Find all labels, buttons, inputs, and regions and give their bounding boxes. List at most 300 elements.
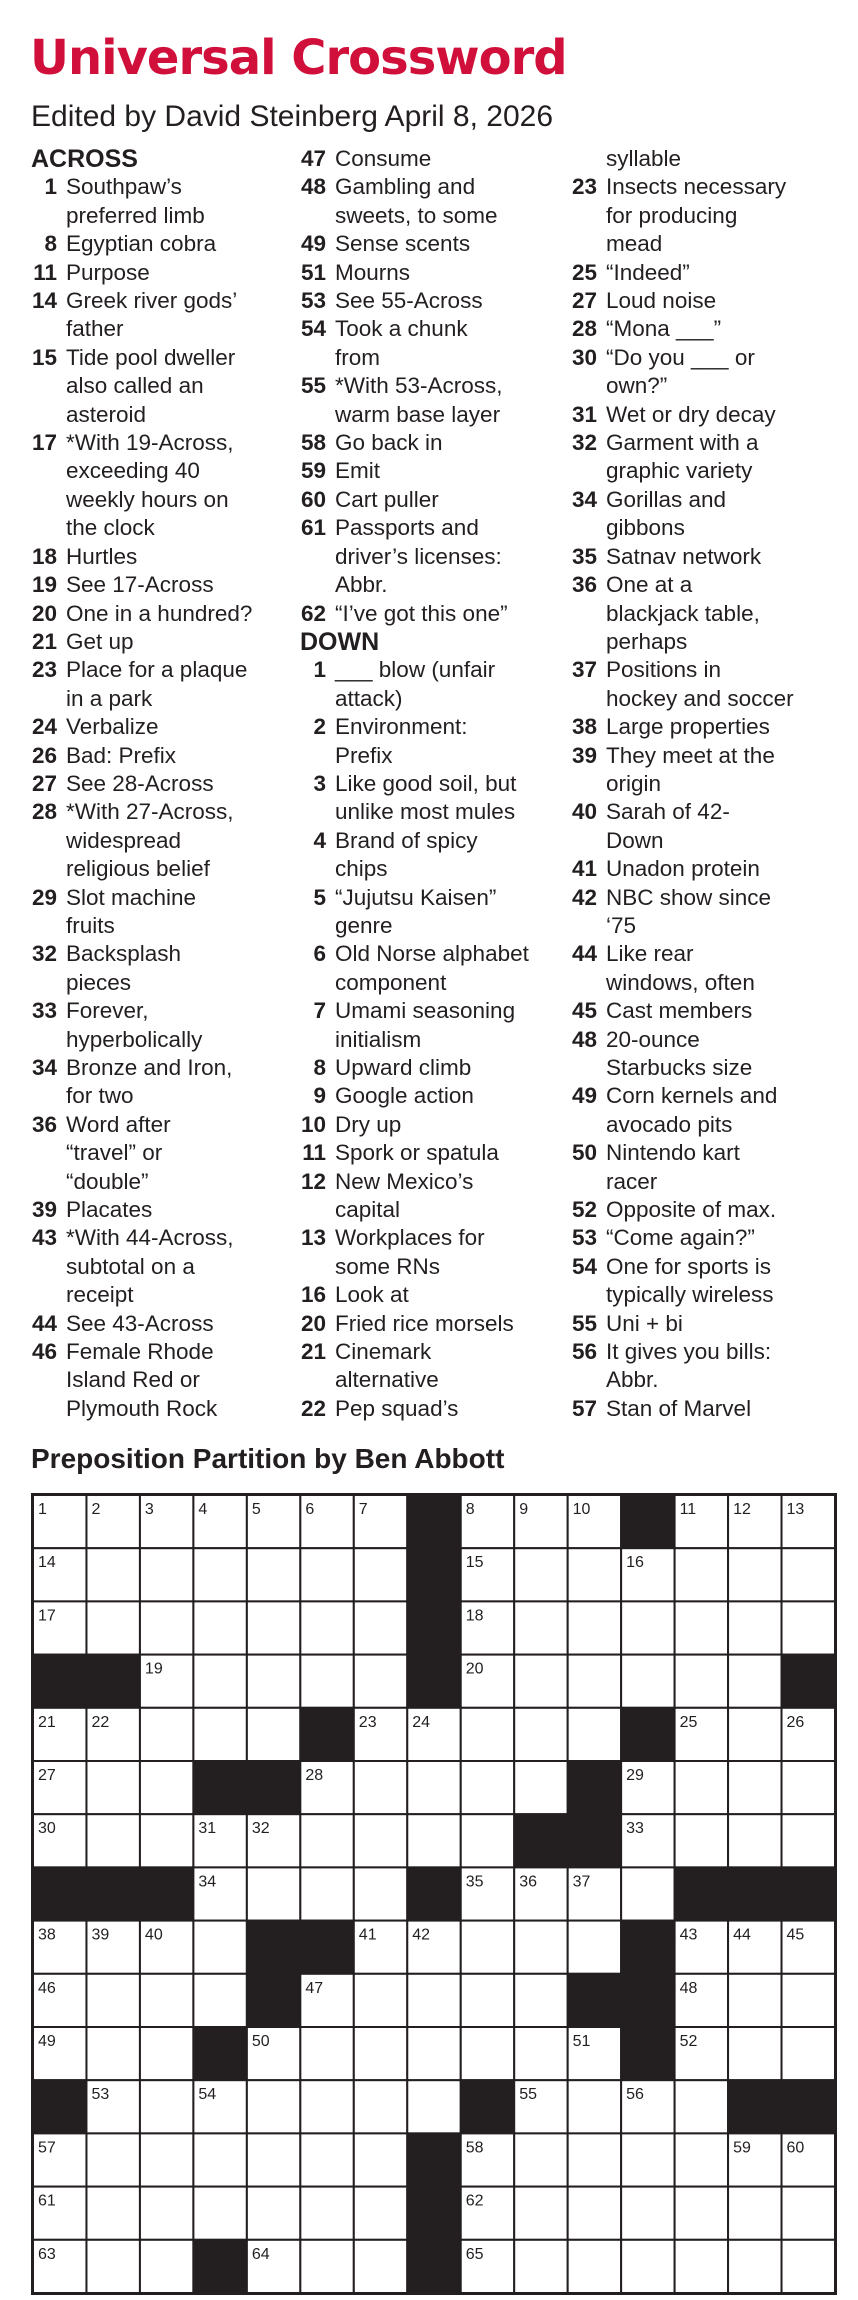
cell-number-33: 33 [626,1820,644,1838]
grid-cell[interactable] [568,2240,621,2293]
clue-text: Dry up [335,1111,402,1137]
grid-cell[interactable] [247,1601,300,1654]
down-clue-30 [571,344,841,401]
down-clue-55 [571,1310,841,1338]
grid-cell[interactable] [86,1548,139,1601]
grid-cell[interactable] [354,1867,407,1920]
black-square [407,2187,460,2240]
grid-cell[interactable] [514,1974,567,2027]
clue-number: 45 [571,998,597,1024]
clue-number: 9 [313,1083,326,1109]
clue-number: 29 [31,884,57,910]
across-clue-47 [300,145,570,173]
grid-cell[interactable] [86,2187,139,2240]
clue-number: 59 [300,458,326,484]
down-clue-16 [300,1281,570,1309]
grid-cell[interactable] [300,2240,353,2293]
cell-number-27: 27 [38,1767,56,1784]
down-clue-21 [300,1338,570,1395]
grid-cell[interactable] [621,2240,674,2293]
grid-cell[interactable] [514,1601,567,1654]
grid-cell[interactable] [621,2133,674,2186]
grid-cell[interactable] [140,2187,193,2240]
grid-cell[interactable] [461,1814,514,1867]
across-clue-33 [31,997,301,1054]
cell-number-14: 14 [38,1554,56,1572]
grid-cell[interactable] [675,1548,728,1601]
grid-cell[interactable] [354,2240,407,2293]
down-clue-40 [571,798,841,855]
clue-text: Purpose [66,259,150,285]
across-clue-24 [31,713,301,741]
grid-cell[interactable] [514,2240,567,2293]
cell-number-17: 17 [38,1607,56,1625]
black-square [568,1814,621,1867]
grid-cell[interactable] [568,1655,621,1708]
clue-text: “Come again?” [606,1225,755,1251]
black-square [407,1655,460,1708]
grid-cell[interactable] [86,2240,139,2293]
grid-cell[interactable] [86,1974,139,2027]
cell-number-37: 37 [572,1873,591,1891]
grid-cell[interactable] [86,2027,139,2080]
grid-cell[interactable] [354,1761,407,1814]
clue-text: Passports and driver’s licenses: Abbr. [335,515,502,598]
cell-number-29: 29 [626,1767,644,1784]
grid-cell[interactable] [568,2187,621,2240]
grid-cell[interactable] [193,1708,246,1761]
grid-cell[interactable] [354,2133,407,2186]
clue-text: *With 27-Across, widespread religious belief [66,799,234,882]
clue-number: 36 [31,1111,57,1137]
clue-number: 16 [300,1282,326,1308]
across-clue-15 [31,344,301,429]
grid-cell[interactable] [193,1655,246,1708]
clue-number: 55 [300,373,326,399]
grid-cell[interactable] [675,1655,728,1708]
across-clue-8 [31,230,301,258]
cell-number-63: 63 [38,2245,56,2263]
down-clue-42 [571,884,841,941]
clue-text: Nintendo kart racer [606,1140,740,1194]
down-clue-11 [300,1139,570,1167]
grid-cell[interactable] [728,2187,781,2240]
grid-cell[interactable] [728,2240,781,2293]
grid-cell[interactable] [728,1814,781,1867]
grid-cell[interactable] [728,1761,781,1814]
clue-text: Loud noise [606,288,717,314]
grid-cell[interactable] [568,1548,621,1601]
grid-cell[interactable] [568,1601,621,1654]
clue-number: 19 [31,572,57,598]
down-clue-28 [571,315,841,343]
grid-cell[interactable] [514,1548,567,1601]
grid-cell[interactable] [728,1708,781,1761]
clue-text: Mourns [335,259,411,285]
grid-cell[interactable] [675,1601,728,1654]
grid-cell[interactable] [193,1548,246,1601]
black-square [407,1495,460,1548]
grid-cell[interactable] [728,1655,781,1708]
grid-cell[interactable] [728,1974,781,2027]
cell-number-16: 16 [626,1554,644,1572]
grid-cell[interactable] [621,1655,674,1708]
clue-number: 27 [31,770,57,796]
grid-cell[interactable] [514,1655,567,1708]
grid-cell[interactable] [782,1814,835,1867]
clue-number: 44 [31,1310,57,1336]
black-square [407,1548,460,1601]
clue-number: 27 [571,288,597,314]
grid-cell[interactable] [247,2187,300,2240]
across-clue-23 [31,656,301,713]
across-clue-62 [300,600,570,628]
cell-number-43: 43 [679,1926,698,1944]
grid-cell[interactable] [621,1867,674,1920]
grid-cell[interactable] [140,1601,193,1654]
grid-cell[interactable] [354,1548,407,1601]
grid-cell[interactable] [514,2187,567,2240]
clue-text: Slot machine fruits [66,884,197,938]
cell-number-26: 26 [786,1713,805,1731]
down-clue-48 [571,1026,841,1083]
grid-cell[interactable] [140,1708,193,1761]
grid-cell[interactable] [193,2133,246,2186]
across-clue-53 [300,287,570,315]
down-clue-49 [571,1082,841,1139]
clue-number: 1 [44,174,57,200]
grid-cell[interactable] [140,2240,193,2293]
grid-cell[interactable] [86,1761,139,1814]
grid-cell[interactable] [247,1655,300,1708]
across-clue-39 [31,1196,301,1224]
across-clue-58 [300,429,570,457]
grid-cell[interactable] [461,1708,514,1761]
clue-number: 61 [300,515,326,541]
across-clue-26 [31,742,301,770]
grid-cell[interactable] [461,1974,514,2027]
grid-cell[interactable] [782,1761,835,1814]
grid-cell[interactable] [140,1761,193,1814]
clue-number: 48 [300,174,326,200]
cell-number-7: 7 [358,1501,368,1518]
clue-text: Go back in [335,430,443,456]
clue-number: 11 [302,1140,326,1166]
black-square [300,1921,353,1974]
grid-cell[interactable] [300,2187,353,2240]
grid-cell[interactable] [193,1601,246,1654]
clue-text: See 28-Across [66,770,214,796]
grid-cell[interactable] [86,1601,139,1654]
black-square [782,2080,835,2133]
clue-text: Tide pool dweller also called an asteroid [66,344,236,427]
clue-number: 53 [300,288,326,314]
grid-cell[interactable] [300,2133,353,2186]
clue-text: See 43-Across [66,1310,214,1336]
clue-number: 23 [571,174,597,200]
cell-number-28: 28 [305,1767,324,1784]
cell-number-50: 50 [251,2033,270,2050]
clue-text: Positions in hockey and soccer [606,657,794,711]
across-clue-54 [300,315,570,372]
clue-number: 20 [300,1310,326,1336]
clue-number: 1 [313,657,326,683]
down-clue-20 [300,1310,570,1338]
clue-text: Opposite of max. [606,1197,777,1223]
clue-number: 39 [571,742,597,768]
cell-number-23: 23 [358,1713,377,1731]
clue-text: Like good soil, but unlike most mules [335,770,517,825]
cell-number-2: 2 [91,1501,101,1518]
clue-number: 21 [31,628,57,654]
grid-cell[interactable] [300,1548,353,1601]
clue-number: 51 [300,259,326,285]
clue-text: Cinemark alternative [335,1339,439,1393]
clue-text: Large properties [606,714,770,740]
down-clue-50 [571,1139,841,1196]
grid-cell[interactable] [514,2133,567,2186]
clue-number: 8 [313,1055,326,1080]
grid-cell[interactable] [140,1548,193,1601]
grid-cell[interactable] [354,1601,407,1654]
cell-number-60: 60 [786,2139,805,2157]
clue-number: 54 [571,1253,597,1279]
grid-cell[interactable] [514,1708,567,1761]
grid-cell[interactable] [300,1814,353,1867]
clue-number: 46 [31,1339,57,1365]
down-clue-34 [571,486,841,543]
grid-cell[interactable] [300,2027,353,2080]
grid-cell[interactable] [354,2027,407,2080]
grid-cell[interactable] [675,1814,728,1867]
clue-number: 25 [571,259,597,285]
clue-number: 50 [571,1140,597,1166]
across-clue-43 [31,1224,301,1309]
cell-number-19: 19 [144,1660,163,1678]
clue-text: Upward climb [335,1055,472,1080]
clue-text: Egyptian cobra [66,231,217,257]
clue-number: 40 [571,799,597,825]
cell-number-6: 6 [305,1501,315,1518]
grid-cell[interactable] [621,2187,674,2240]
clue-number: 12 [300,1168,326,1194]
grid-cell[interactable] [675,2187,728,2240]
down-clue-2 [300,713,570,770]
editor-date-line: Edited by David Steinberg April 8, 2026 [31,100,553,133]
cell-number-46: 46 [38,1979,56,1997]
clue-number: 6 [313,941,326,967]
clue-text: Bronze and Iron, for two [66,1055,233,1109]
clue-number: 18 [31,543,57,569]
grid-cell[interactable] [354,1655,407,1708]
black-square [568,1761,621,1814]
clue-number: 17 [31,430,57,456]
grid-cell[interactable] [247,2133,300,2186]
grid-cell[interactable] [140,1974,193,2027]
grid-cell[interactable] [193,2187,246,2240]
grid-cell[interactable] [193,1921,246,1974]
cell-number-51: 51 [572,2033,591,2050]
grid-cell[interactable] [300,1655,353,1708]
grid-cell[interactable] [568,2080,621,2133]
clue-text: Garment with a graphic variety [606,430,759,484]
clue-text: Emit [335,458,380,484]
grid-cell[interactable] [461,1761,514,1814]
clue-text: Spork or spatula [335,1140,499,1166]
grid-cell[interactable] [140,1814,193,1867]
grid-cell[interactable] [514,2027,567,2080]
black-square [728,2080,781,2133]
across-clue-28 [31,798,301,883]
grid-cell[interactable] [675,1761,728,1814]
clue-number: 62 [300,600,326,626]
down-clue-36 [571,571,841,656]
clue-number: 58 [300,430,326,456]
cell-number-38: 38 [38,1926,56,1944]
clue-number: 32 [571,430,597,456]
cell-number-65: 65 [465,2245,484,2263]
clue-number: 60 [300,486,326,512]
clue-number: 28 [571,316,597,342]
grid-cell[interactable] [782,1601,835,1654]
clue-number: 49 [300,231,326,257]
down-clue-53 [571,1224,841,1252]
across-clue-49 [300,230,570,258]
clue-text: Pep squad’s [335,1395,459,1421]
clue-text: Workplaces for some RNs [335,1225,485,1279]
clue-text: Wet or dry decay [606,401,776,427]
grid-cell[interactable] [407,2027,460,2080]
black-square [193,2240,246,2293]
clue-text: “I’ve got this one” [335,600,508,626]
grid-cell[interactable] [407,1814,460,1867]
grid-cell[interactable] [782,1548,835,1601]
across-clue-48 [300,173,570,230]
grid-cell[interactable] [247,1867,300,1920]
grid-cell[interactable] [407,2080,460,2133]
grid-cell[interactable] [728,1601,781,1654]
clue-number: 38 [571,714,597,740]
cell-number-30: 30 [38,1820,56,1838]
black-square [621,2027,674,2080]
down-clue-37 [571,656,841,713]
clue-number: 33 [31,998,57,1024]
grid-cell[interactable] [568,2133,621,2186]
down-clue-3 [300,770,570,827]
grid-cell[interactable] [782,2027,835,2080]
clue-text: Fried rice morsels [335,1310,514,1336]
cell-number-8: 8 [465,1501,475,1518]
cell-number-12: 12 [733,1501,751,1518]
grid-cell[interactable] [300,2080,353,2133]
grid-cell[interactable] [675,2080,728,2133]
grid-cell[interactable] [461,1921,514,1974]
clue-text: Backsplash pieces [66,941,182,995]
grid-cell[interactable] [354,1974,407,2027]
grid-cell[interactable] [675,2133,728,2186]
across-clue-19 [31,571,301,599]
down-clue-27 [571,287,841,315]
black-square [621,1495,674,1548]
clue-text: Cart puller [335,486,439,512]
down-clue-5 [300,884,570,941]
cell-number-18: 18 [465,1607,484,1625]
black-square [247,1921,300,1974]
grid-cell[interactable] [354,2080,407,2133]
clue-text: Cast members [606,998,753,1024]
black-square [33,2080,86,2133]
across-clue-51 [300,259,570,287]
grid-cell[interactable] [86,2133,139,2186]
black-square [782,1867,835,1920]
grid-cell[interactable] [728,2027,781,2080]
grid-cell[interactable] [675,2240,728,2293]
clue-number: 56 [571,1339,597,1365]
cell-number-57: 57 [38,2139,56,2157]
grid-cell[interactable] [407,1974,460,2027]
grid-cell[interactable] [461,2027,514,2080]
grid-cell[interactable] [300,1867,353,1920]
clue-text: It gives you bills: Abbr. [606,1339,772,1393]
grid-cell[interactable] [514,1761,567,1814]
cell-number-9: 9 [519,1501,529,1518]
grid-cell[interactable] [86,1814,139,1867]
clue-number: 57 [571,1395,597,1421]
grid-cell[interactable] [193,1974,246,2027]
clue-text: Unadon protein [606,856,760,882]
clue-text: Insects necessary for producing mead [606,174,787,257]
down-clue-9 [300,1082,570,1110]
grid-cell[interactable] [782,2240,835,2293]
grid-cell[interactable] [247,1548,300,1601]
cell-number-20: 20 [465,1660,484,1678]
clue-number: 55 [571,1310,597,1336]
down-heading: DOWN [300,627,380,656]
clue-number: 39 [31,1197,57,1223]
grid-cell[interactable] [568,1708,621,1761]
black-square [300,1708,353,1761]
clue-number: 23 [31,657,57,683]
grid-cell[interactable] [514,1921,567,1974]
crossword-grid[interactable] [31,1493,837,2295]
grid-cell[interactable] [140,2080,193,2133]
grid-cell[interactable] [782,1974,835,2027]
grid-cell[interactable] [728,1548,781,1601]
grid-cell[interactable] [407,1761,460,1814]
clue-text: “Jujutsu Kaisen” genre [335,884,497,938]
grid-cell[interactable] [354,1814,407,1867]
grid-cell[interactable] [568,1921,621,1974]
clue-number: 52 [571,1197,597,1223]
black-square [407,1867,460,1920]
cell-number-61: 61 [38,2192,56,2210]
down-clue-35 [571,543,841,571]
clue-text: One at a blackjack table, perhaps [606,572,760,654]
down-clue-39 [571,742,841,799]
grid-cell[interactable] [354,2187,407,2240]
clue-text: Get up [66,628,134,654]
grid-cell[interactable] [621,1601,674,1654]
grid-cell[interactable] [140,2133,193,2186]
grid-cell[interactable] [300,1601,353,1654]
grid-cell[interactable] [247,2080,300,2133]
clue-text-continued: syllable [606,146,682,171]
grid-cell[interactable] [140,2027,193,2080]
cell-number-22: 22 [91,1713,110,1731]
grid-cell[interactable] [782,2187,835,2240]
clue-text: Look at [335,1282,409,1308]
grid-cell[interactable] [247,1708,300,1761]
